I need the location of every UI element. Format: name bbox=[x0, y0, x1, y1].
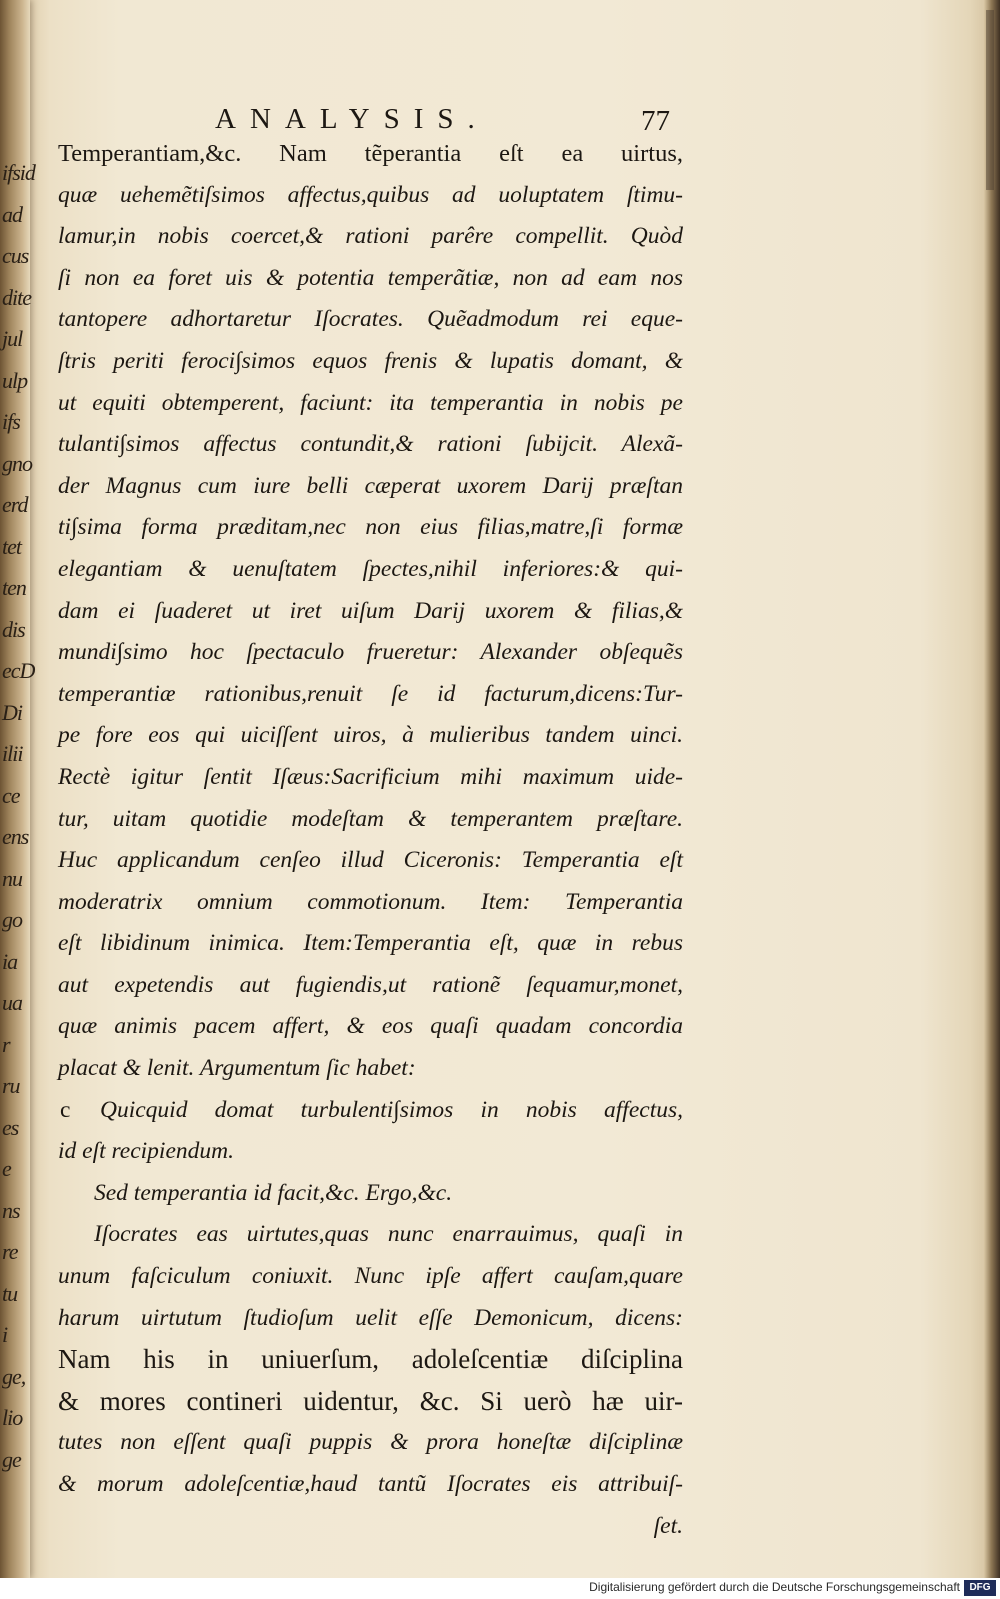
text-line: aut expetendis aut fugiendis,ut rationẽ ſequamur,monet, bbox=[58, 971, 683, 998]
text-line: moderatrix omnium commotionum. Item: Temperantia bbox=[58, 888, 683, 915]
dfg-logo: DFG bbox=[964, 1580, 996, 1596]
text-line: Iſocrates eas uirtutes,quas nunc enarrauimus, quaſi in bbox=[94, 1221, 683, 1248]
text-line: quæ animis pacem affert, & eos quaſi quadam concordia bbox=[58, 1013, 683, 1040]
margin-fragment: erd bbox=[2, 492, 28, 517]
margin-fragment: cus bbox=[2, 243, 29, 268]
text-line: tur, uitam quotidie modeſtam & temperantem præſtare. bbox=[58, 805, 683, 832]
syllogism-minor: Sed temperantia id facit,&c. Ergo,&c. bbox=[94, 1179, 453, 1206]
text-line: lamur,in nobis coercet,& rationi parêre compellit. Quòd bbox=[58, 223, 683, 250]
syllogism-major-text: Quicquid domat turbulenti∫simos in nobis affectus, bbox=[100, 1096, 683, 1123]
margin-fragment: ens bbox=[2, 824, 29, 849]
text-line: elegantiam & uenuſtatem ſpectes,nihil inferiores:& qui- bbox=[58, 555, 683, 582]
text-line: Huc applicandum cenſeo illud Ciceronis: Temperantia eſt bbox=[58, 847, 683, 874]
margin-fragment: Di bbox=[2, 699, 22, 725]
text-line: der Magnus cum iure belli cæperat uxorem Darij præſtan bbox=[58, 472, 683, 499]
margin-fragment: es bbox=[2, 1114, 19, 1140]
margin-fragment: tet bbox=[2, 533, 21, 559]
text-line: tantopere adhortaretur Iſocrates. Quẽadmodum rei eque- bbox=[58, 306, 683, 333]
margin-fragment: ten bbox=[2, 575, 26, 600]
margin-fragment: dite bbox=[2, 284, 31, 310]
page-edge-right bbox=[984, 0, 1000, 1578]
margin-fragment: gno bbox=[2, 450, 32, 476]
text-line: placat & lenit. Argumentum ſic habet: bbox=[58, 1055, 416, 1082]
margin-fragment: ce bbox=[2, 782, 20, 808]
margin-fragment: nu bbox=[2, 865, 22, 891]
margin-fragment: ecD bbox=[2, 658, 35, 683]
text-line: Rectè igitur ſentit Iſæus:Sacrificium mihi maximum uide- bbox=[58, 763, 683, 790]
text-line: ti∫sima forma præditam,nec non eius filias,matre,ſi formæ bbox=[58, 514, 683, 541]
text-line: ſtris periti feroci∫simos equos frenis & lupatis domant, & bbox=[58, 347, 683, 374]
margin-fragment: jul bbox=[2, 326, 23, 351]
text-line: unum faſciculum coniuxit. Nunc ipſe affert cauſam,quare bbox=[58, 1263, 683, 1290]
margin-fragment: i bbox=[2, 1322, 8, 1347]
margin-fragment: ua bbox=[2, 990, 22, 1015]
adjacent-page-edge bbox=[0, 0, 35, 1578]
text-line: ut equiti obtemperent, faciunt: ita temperantia in nobis pe bbox=[58, 389, 683, 416]
margin-fragment: ia bbox=[2, 948, 18, 974]
text-line: tutes non eſſent quaſi puppis & prora honeſtæ diſciplinæ bbox=[58, 1429, 683, 1456]
text-line: mundi∫simo hoc ſpectaculo frueretur: Alexander obſequẽs bbox=[58, 639, 683, 666]
text-line: harum uirtutum ſtudioſum uelit eſſe Demonicum, dicens: bbox=[58, 1304, 683, 1331]
margin-fragment: r bbox=[2, 1031, 10, 1057]
margin-fragment: dis bbox=[2, 616, 25, 642]
digitization-footer bbox=[0, 1578, 1000, 1599]
margin-fragment: ge bbox=[2, 1446, 21, 1472]
text-line: dam ei ſuaderet ut iret uiſum Darij uxorem & filias,& bbox=[58, 597, 683, 624]
page-number: 77 bbox=[641, 105, 670, 137]
margin-fragment: ifsid bbox=[2, 160, 35, 185]
margin-fragment: ilii bbox=[2, 741, 23, 766]
syllogism-marker: c bbox=[60, 1096, 71, 1123]
syllogism-major bbox=[58, 1090, 683, 1132]
margin-fragment: ulp bbox=[2, 367, 28, 393]
text-line: & morum adoleſcentiæ,haud tantũ Iſocrates eis attribuiſ- bbox=[58, 1471, 683, 1497]
catchword: ſet. bbox=[653, 1512, 683, 1539]
margin-fragment: ru bbox=[2, 1073, 20, 1098]
funding-credit: Digitalisierung gefördert durch die Deutsche Forschungsgemeinschaft bbox=[589, 1580, 960, 1594]
page-corner-shadow bbox=[986, 10, 994, 190]
margin-fragment: ifs bbox=[2, 409, 20, 434]
body-text bbox=[58, 133, 683, 1547]
margin-fragment: go bbox=[2, 907, 22, 932]
margin-fragment: ge, bbox=[2, 1363, 26, 1389]
margin-fragment: tu bbox=[2, 1280, 18, 1306]
text-line: temperantiæ rationibus,renuit ſe id facturum,dicens:Tur- bbox=[58, 680, 683, 707]
syllogism-major-cont: id eſt recipiendum. bbox=[58, 1138, 234, 1165]
margin-fragment: ad bbox=[2, 201, 22, 227]
margin-fragment: lio bbox=[2, 1405, 23, 1430]
margin-fragment: re bbox=[2, 1239, 18, 1264]
text-line: pe fore eos qui uiciſſent uiros, à mulieribus tandem uinci. bbox=[58, 722, 683, 749]
text-line: eſt libidinum inimica. Item:Temperantia eſt, quæ in rebus bbox=[58, 930, 683, 957]
text-line: Temperantiam,&c. Nam tẽperantia eſt ea uirtus, bbox=[58, 140, 683, 167]
quotation-line: & mores contineri uidentur, &c. Si uerò hæ uir- bbox=[58, 1385, 683, 1416]
text-line: tulanti∫simos affectus contundit,& rationi ſubijcit. Alexã- bbox=[58, 431, 683, 458]
quotation-line: Nam his in uniuerſum, adoleſcentiæ diſciplina bbox=[58, 1344, 683, 1375]
text-line: ſi non ea foret uis & potentia temperãtiæ, non ad eam nos bbox=[58, 264, 683, 291]
running-head-title: ANALYSIS. bbox=[215, 103, 489, 135]
margin-fragment: ns bbox=[2, 1197, 20, 1223]
text-line: quæ uehemẽtiſsimos affectus,quibus ad uoluptatem ſtimu- bbox=[58, 181, 683, 208]
margin-fragment: e bbox=[2, 1156, 11, 1181]
